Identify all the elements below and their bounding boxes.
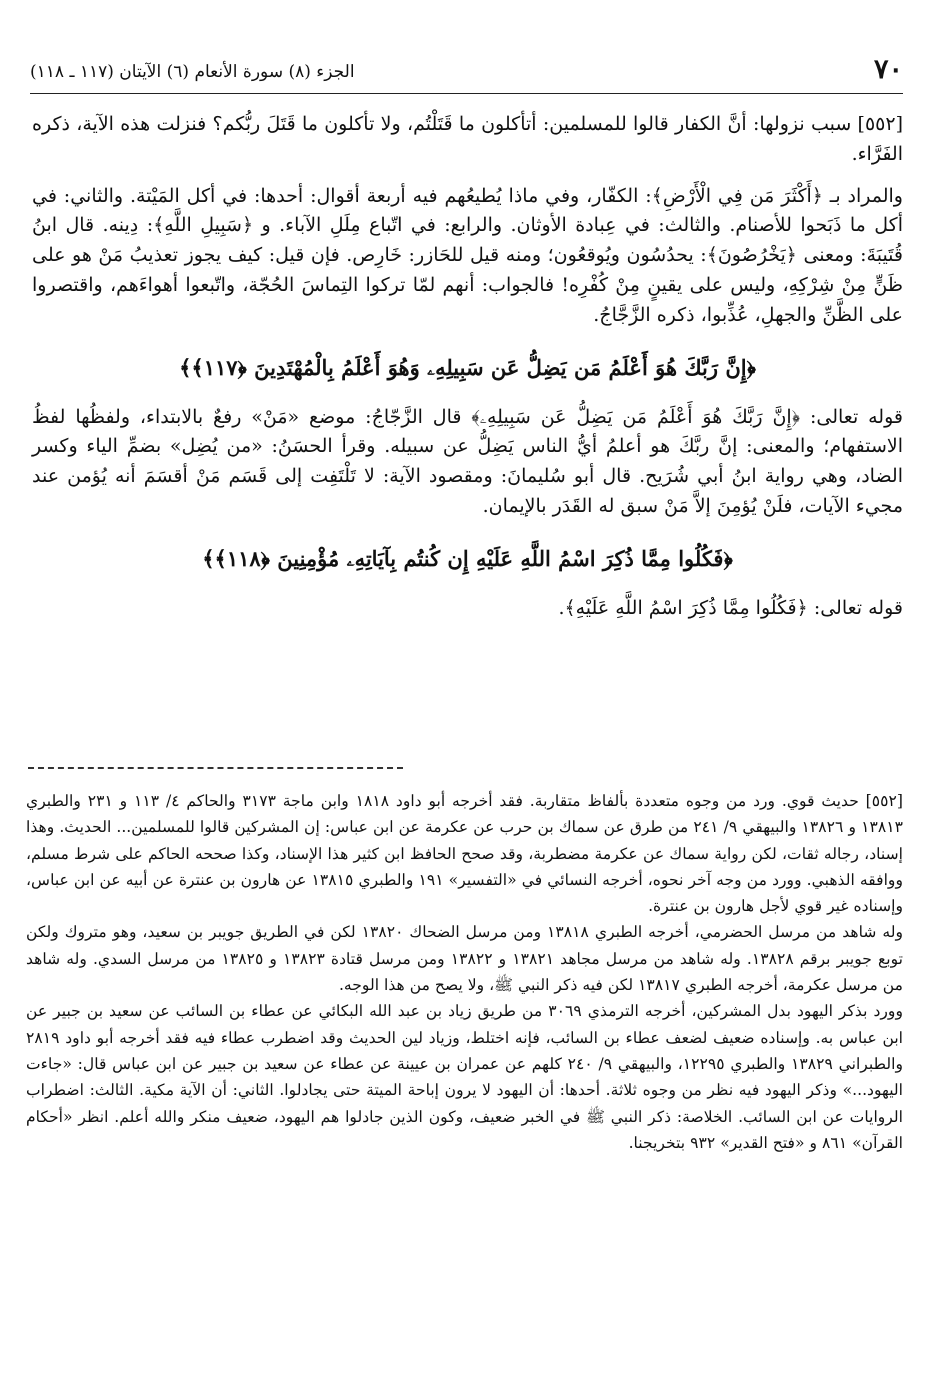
paragraph-commentary-118: قوله تعالى: ﴿فَكُلُوا مِمَّا ذُكِرَ اسْمُ اللَّهِ عَلَيْهِ﴾. [558,596,903,619]
running-title: الجزء (٨) سورة الأنعام (٦) الآيتان (١١٧ ـ ١١٨) [30,62,355,82]
paragraph-commentary: والمراد بـ ﴿أَكْثَرَ مَن فِي الْأَرْضِ﴾: الكفّار، وفي ماذا يُطيعُهم فيه أربعة أقوال: أحدها: في أكل المَيْتة. والثاني: في أكل ما ذَبَحوا للأصنام. والثالث: في عِبادة الأوثان. والرابع: في اتّباع مِلَلِ الآباء. و ﴿سَبِيلِ اللَّهِ﴾: دِينه. قال ابنُ قُتَيبَةَ: ومعنى ﴿يَخْرُصُونَ﴾: يحدُسُون ويُوقعُون؛ ومنه قيل للحَازر: خَارِص. فإن قيل: كيف يجوز تعذيبُ مَنْ هو على ظَنٍّ مِنْ شِرْكِهِ، وليس على يقينٍ مِنْ كُفْرِه! فالجواب: أنهم لمّا تركوا التِماسَ الحُجّة، واتّبعوا أهواءَهم، واقتصروا على الظَّنِّ والجهلِ، عُذِّبوا، ذكره الزَّجَّاجُ. [32,184,903,326]
header-rule [30,93,903,94]
footnote-separator [28,767,403,769]
page-number: ٧٠ [873,54,903,85]
footnotes [26,788,903,1156]
main-text [32,110,903,624]
paragraph-reason-of-revelation: [٥٥٢] سبب نزولها: أنَّ الكفار قالوا للمسلمين: أتأكلون ما قَتَلْتُم، ولا تأكلون ما قَتَلَ ربُّكم؟ فنزلت هذه الآية، ذكره الفَرَّاء. [32,113,903,165]
footnote-paragraph: [٥٥٢] حديث قوي. ورد من وجوه متعددة بألفاظ متقاربة. فقد أخرجه أبو داود ١٨١٨ وابن ماجة ٣١٧٣ والحاكم ٤/ ١١٣ و ٢٣١ والطبري ١٣٨١٣ و ١٣٨٢٦ والبيهقي ٩/ ٢٤١ من طرق عن سماك بن حرب عن عكرمة عن ابن عباس: إن المشركين قالوا للمسلمين... الحديث. وهذا إسناد، رجاله ثقات، لكن رواية سماك عن عكرمة مضطربة، وقد صحح الحافظ ابن كثير هذا الإسناد، وكذا صححه الحاكم على شرط مسلم، ووافقه الذهبي. وورد من وجه آخر نحوه، أخرجه النسائي في «التفسير» ١٩١ والطبري ١٣٨١٥ عن هارون بن عنترة عن أبيه عن ابن عباس، وإسناده غير قوي لأجل هارون بن عنترة. [26,792,903,916]
footnote-paragraph: وله شاهد من مرسل الحضرمي، أخرجه الطبري ١٣٨١٨ ومن مرسل الضحاك ١٣٨٢٠ لكن في الطريق جويبر بن سعيد، وهو متروك ولكن توبع جويبر برقم ١٣٨٢٨. وله شاهد من مرسل مجاهد ١٣٨٢١ و ١٣٨٢٢ ومن مرسل قتادة ١٣٨٢٣ و ١٣٨٢٥ من مرسل السدي. وله شاهد من مرسل عكرمة، أخرجه الطبري ١٣٨١٧ لكن فيه ذكر النبي ﷺ، ولا يصح من هذا الوجه. [26,923,903,995]
quran-verse-118: ﴿فَكُلُوا مِمَّا ذُكِرَ اسْمُ اللَّهِ عَلَيْهِ إِن كُنتُم بِآيَاتِهِۦ مُؤْمِنِينَ ﴿١١٨﴾﴾ [202,545,733,571]
paragraph-commentary-117: قوله تعالى: ﴿إِنَّ رَبَّكَ هُوَ أَعْلَمُ مَن يَضِلُّ عَن سَبِيلِهِۦ﴾ قال الزَّجّاجُ: موضع «مَنْ» رفعٌ بالابتداء، ولفظُها لفظُ الاستفهام؛ والمعنى: إنَّ ربَّكَ هو أعلمُ أيُّ الناس يَضِلُّ عن سبيله. وقرأ الحسَنُ: «من يُضِل» بضمِّ الياء وكسر الضاد، وهي رواية ابنُ أبي شُرَيح. قال أبو سُليمانَ: ومقصود الآية: لا تَلْتَفِت إلى قَسَم مَنْ أقسَمَ أنه يُؤمن عند مجيء الآيات، فلَنْ يُؤمِنَ إلاَّ مَنْ سبق له القَدَر بالإيمان. [32,405,903,517]
footnote-paragraph: وورد بذكر اليهود بدل المشركين، أخرجه الترمذي ٣٠٦٩ من طريق زياد بن عبد الله البكائي عن عطاء بن السائب عن سعيد بن جبير عن ابن عباس به. وإسناده ضعيف لضعف عطاء بن السائب، فإنه اختلط، وزياد لين الحديث وقد اضطرب عطاء فيه فقد أخرجه أبو داود ٢٨١٩ والطبراني ١٣٨٢٩ والطبري ١٢٢٩٥، والبيهقي ٩/ ٢٤٠ كلهم عن عمران بن عيينة عن عطاء عن سعيد بن جبير عن ابن عباس قال: «جاءت اليهود...» وذكر اليهود فيه نظر من وجوه ثلاثة. أحدها: أن اليهود لا يرون إباحة الميتة حتى يجادلوا. الثاني: أن الآية مكية. الثالث: اضطراب الروايات عن ابن السائب. الخلاصة: ذكر النبي ﷺ في الخبر ضعيف، وكون الذين جادلوا هم اليهود، ضعيف منكر والله أعلم. انظر «أحكام القرآن» ٨٦١ و «فتح القدير» ٩٣٢ بتخريجنا. [26,1002,903,1152]
page-header [30,54,903,94]
quran-verse-117: ﴿إِنَّ رَبَّكَ هُوَ أَعْلَمُ مَن يَضِلُّ عَن سَبِيلِهِۦ وَهُوَ أَعْلَمُ بِالْمُهْتَدِينَ ﴿١١٧﴾﴾ [179,354,756,380]
